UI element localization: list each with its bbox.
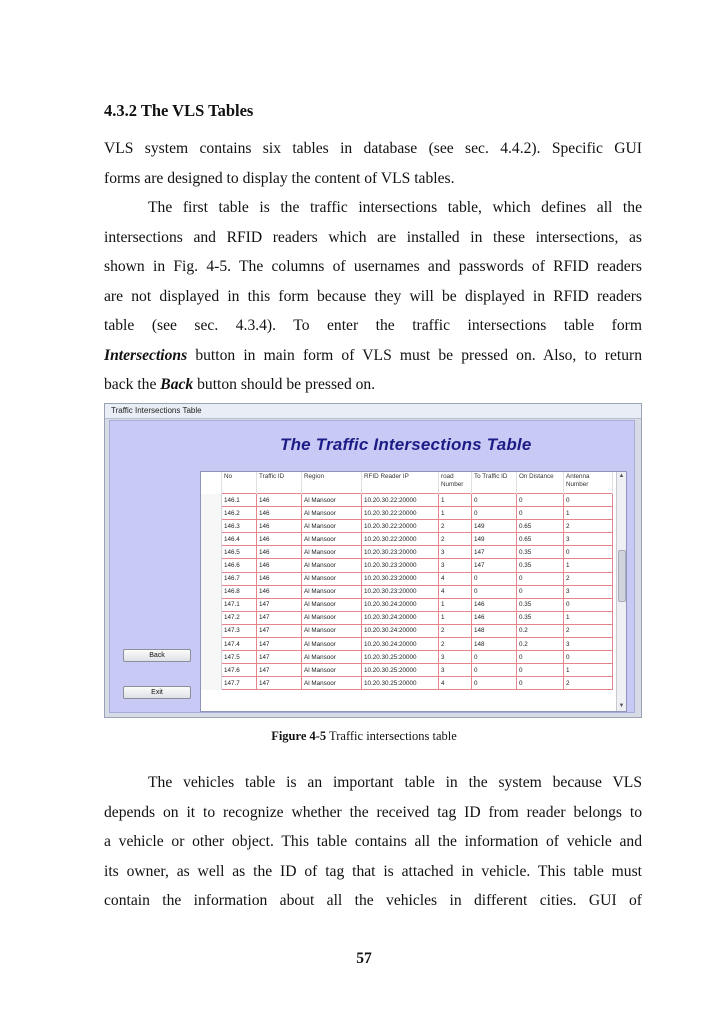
column-header[interactable]: On Distance: [517, 472, 564, 494]
table-cell[interactable]: Al Mansoor: [302, 520, 362, 533]
table-cell[interactable]: 2: [564, 572, 613, 585]
row-header[interactable]: [201, 677, 222, 690]
table-row[interactable]: [201, 651, 613, 664]
back-term: Back: [160, 376, 194, 393]
table-cell[interactable]: 147: [257, 611, 302, 624]
column-header[interactable]: road Number: [439, 472, 472, 494]
table-cell[interactable]: 10.20.30.23:20000: [362, 546, 439, 559]
table-cell[interactable]: 1: [564, 611, 613, 624]
table-cell[interactable]: Al Mansoor: [302, 664, 362, 677]
table-row[interactable]: [201, 559, 613, 572]
row-header[interactable]: [201, 559, 222, 572]
table-row[interactable]: [201, 572, 613, 585]
caption-text: Traffic intersections table: [326, 729, 457, 743]
table-cell[interactable]: 0.35: [517, 546, 564, 559]
table-cell[interactable]: Al Mansoor: [302, 533, 362, 546]
table-cell[interactable]: 147: [257, 677, 302, 690]
table-cell[interactable]: 10.20.30.22:20000: [362, 520, 439, 533]
table-cell[interactable]: 147.2: [222, 611, 257, 624]
table-cell[interactable]: 0: [517, 572, 564, 585]
table-cell[interactable]: 148: [472, 638, 517, 651]
table-cell[interactable]: 10.20.30.22:20000: [362, 507, 439, 520]
figure-caption: [0, 729, 728, 744]
table-cell[interactable]: 146: [257, 533, 302, 546]
column-header[interactable]: Region: [302, 472, 362, 494]
table-cell[interactable]: 4: [439, 585, 472, 598]
intersections-grid[interactable]: [200, 471, 627, 712]
paragraph-line: shown in Fig. 4-5. The columns of usernames and passwords of RFID readers: [104, 258, 642, 275]
table-row[interactable]: [201, 507, 613, 520]
table-row[interactable]: [201, 638, 613, 651]
table-cell[interactable]: Al Mansoor: [302, 507, 362, 520]
row-header[interactable]: [201, 585, 222, 598]
table-cell[interactable]: 2: [564, 520, 613, 533]
form-title: The Traffic Intersections Table: [280, 435, 532, 454]
table-cell[interactable]: Al Mansoor: [302, 559, 362, 572]
table-cell[interactable]: 147.4: [222, 638, 257, 651]
table-cell[interactable]: 2: [564, 624, 613, 637]
table-cell[interactable]: 0: [517, 677, 564, 690]
table-cell[interactable]: 147: [257, 598, 302, 611]
table-cell[interactable]: 10.20.30.23:20000: [362, 559, 439, 572]
table-cell[interactable]: 146: [257, 507, 302, 520]
column-header[interactable]: No: [222, 472, 257, 494]
table-row[interactable]: [201, 520, 613, 533]
paragraph-line: are not displayed in this form because they will be displayed in RFID readers: [104, 287, 642, 305]
table-cell[interactable]: 0.2: [517, 638, 564, 651]
row-header[interactable]: [201, 494, 222, 507]
paragraph-line: contain the information about all the vehicles in different cities. GUI of: [104, 892, 642, 909]
table-cell[interactable]: 0: [472, 664, 517, 677]
table-cell[interactable]: 0: [517, 664, 564, 677]
table-cell[interactable]: Al Mansoor: [302, 546, 362, 559]
paragraph-line: a vehicle or other object. This table contains all the information of vehicle and: [104, 833, 642, 850]
paragraph-vls-tables: [104, 134, 642, 400]
table-cell[interactable]: 1: [439, 507, 472, 520]
paragraph-line: its owner, as well as the ID of tag that is attached in vehicle. This table must: [104, 862, 642, 880]
table-cell[interactable]: 3: [439, 546, 472, 559]
table-row[interactable]: [201, 533, 613, 546]
table-cell[interactable]: 0: [472, 677, 517, 690]
table-row[interactable]: [201, 624, 613, 637]
table-cell[interactable]: 0.35: [517, 598, 564, 611]
table-cell[interactable]: 147.3: [222, 624, 257, 637]
table-cell[interactable]: 147: [257, 638, 302, 651]
table-cell[interactable]: 0.65: [517, 520, 564, 533]
table-cell[interactable]: 2: [439, 638, 472, 651]
paragraph-line: The first table is the traffic intersections table, which defines all the: [148, 199, 642, 216]
table-cell[interactable]: 146: [257, 494, 302, 507]
table-cell[interactable]: 147: [472, 559, 517, 572]
column-header[interactable]: To Traffic ID: [472, 472, 517, 494]
table-cell[interactable]: 0: [472, 651, 517, 664]
table-row[interactable]: [201, 585, 613, 598]
row-header[interactable]: [201, 520, 222, 533]
row-header-corner: [201, 472, 222, 494]
paragraph-line: forms are designed to display the content of VLS tables.: [104, 169, 455, 187]
table-cell[interactable]: 0.2: [517, 624, 564, 637]
table-cell[interactable]: 1: [564, 664, 613, 677]
form-body: [109, 420, 635, 713]
column-header[interactable]: Antenna Number: [564, 472, 613, 494]
paragraph-line: table (see sec. 4.3.4). To enter the traffic intersections table form: [104, 317, 642, 334]
window-title: Traffic Intersections Table: [105, 404, 641, 419]
table-body: [201, 494, 613, 690]
table-cell[interactable]: Al Mansoor: [302, 585, 362, 598]
row-header[interactable]: [201, 651, 222, 664]
caption-label: Figure 4-5: [271, 729, 327, 743]
row-header[interactable]: [201, 624, 222, 637]
table-cell[interactable]: 0.65: [517, 533, 564, 546]
table-cell[interactable]: 4: [439, 572, 472, 585]
table-cell[interactable]: Al Mansoor: [302, 611, 362, 624]
figure-screenshot: [104, 403, 642, 718]
table-cell[interactable]: 147: [257, 664, 302, 677]
table-cell[interactable]: 3: [564, 533, 613, 546]
table-cell[interactable]: 146.7: [222, 572, 257, 585]
scroll-down-arrow-icon[interactable]: ▼: [618, 703, 625, 709]
table-cell[interactable]: 146.5: [222, 546, 257, 559]
table-cell[interactable]: 146.4: [222, 533, 257, 546]
exit-button[interactable]: Exit: [123, 686, 191, 699]
table-cell[interactable]: 10.20.30.25:20000: [362, 677, 439, 690]
table-cell[interactable]: 10.20.30.25:20000: [362, 664, 439, 677]
scrollbar-thumb[interactable]: [618, 550, 626, 602]
page-number: 57: [356, 950, 372, 967]
table-row[interactable]: [201, 598, 613, 611]
table-cell[interactable]: 146.6: [222, 559, 257, 572]
line-text: button should be pressed on.: [193, 376, 376, 393]
table-cell[interactable]: 147.5: [222, 651, 257, 664]
table-cell[interactable]: 10.20.30.23:20000: [362, 572, 439, 585]
table-cell[interactable]: 146: [472, 598, 517, 611]
table-cell[interactable]: 3: [439, 559, 472, 572]
section-heading: 4.3.2 The VLS Tables: [104, 101, 254, 120]
row-header[interactable]: [201, 533, 222, 546]
scroll-up-arrow-icon[interactable]: ▲: [618, 473, 625, 479]
table-cell[interactable]: 0: [472, 494, 517, 507]
column-header[interactable]: RFID Reader IP: [362, 472, 439, 494]
table-cell[interactable]: Al Mansoor: [302, 638, 362, 651]
table-cell[interactable]: 0: [517, 651, 564, 664]
table-cell[interactable]: 0.35: [517, 559, 564, 572]
table-cell[interactable]: 0: [517, 507, 564, 520]
table-cell[interactable]: 1: [564, 559, 613, 572]
table-cell[interactable]: 0: [472, 572, 517, 585]
table-cell[interactable]: 147.6: [222, 664, 257, 677]
table-cell[interactable]: 0: [517, 585, 564, 598]
table-cell[interactable]: 0: [564, 598, 613, 611]
table-cell[interactable]: 0: [564, 546, 613, 559]
table-cell[interactable]: 0: [564, 651, 613, 664]
line-text: back the: [104, 376, 161, 393]
paragraph-line: [104, 370, 642, 400]
table-cell[interactable]: 2: [439, 520, 472, 533]
table-cell[interactable]: Al Mansoor: [302, 651, 362, 664]
table-cell[interactable]: 0: [472, 507, 517, 520]
table-cell[interactable]: 147.1: [222, 598, 257, 611]
table-cell[interactable]: 146: [257, 520, 302, 533]
table-cell[interactable]: 3: [439, 651, 472, 664]
table-cell[interactable]: 147: [257, 624, 302, 637]
table-cell[interactable]: 10.20.30.24:20000: [362, 611, 439, 624]
table-cell[interactable]: 2: [564, 677, 613, 690]
table-cell[interactable]: 147.7: [222, 677, 257, 690]
table-cell[interactable]: 1: [439, 611, 472, 624]
table-cell[interactable]: 10.20.30.24:20000: [362, 598, 439, 611]
table-cell[interactable]: 1: [564, 507, 613, 520]
table-cell[interactable]: 3: [439, 664, 472, 677]
table-cell[interactable]: 10.20.30.22:20000: [362, 533, 439, 546]
table-cell[interactable]: 1: [439, 598, 472, 611]
row-header[interactable]: [201, 598, 222, 611]
table-cell[interactable]: 147: [472, 546, 517, 559]
paragraph-vehicles-table: [104, 768, 642, 916]
paragraph-line: depends on it to recognize whether the received tag ID from reader belongs to: [104, 803, 642, 821]
table-cell[interactable]: 146.1: [222, 494, 257, 507]
table-row[interactable]: [201, 677, 613, 690]
vertical-scrollbar[interactable]: [616, 472, 626, 711]
table-cell[interactable]: 3: [564, 585, 613, 598]
paragraph-line: The vehicles table is an important table in the system because VLS: [148, 774, 642, 791]
line-text: button in main form of VLS must be pressed on. Also, to return: [187, 346, 642, 364]
table-cell[interactable]: 10.20.30.24:20000: [362, 638, 439, 651]
table-cell[interactable]: 10.20.30.22:20000: [362, 494, 439, 507]
table-cell[interactable]: Al Mansoor: [302, 494, 362, 507]
table-cell[interactable]: 146.8: [222, 585, 257, 598]
table-cell[interactable]: 10.20.30.25:20000: [362, 651, 439, 664]
table-cell[interactable]: 1: [439, 494, 472, 507]
row-header[interactable]: [201, 507, 222, 520]
table-cell[interactable]: 4: [439, 677, 472, 690]
row-header[interactable]: [201, 546, 222, 559]
table-cell[interactable]: 147: [257, 651, 302, 664]
back-button[interactable]: Back: [123, 649, 191, 662]
table-cell[interactable]: 0: [517, 494, 564, 507]
table-cell[interactable]: Al Mansoor: [302, 677, 362, 690]
row-header[interactable]: [201, 611, 222, 624]
table-cell[interactable]: 149: [472, 520, 517, 533]
paragraph-line: VLS system contains six tables in database (see sec. 4.4.2). Specific GUI: [104, 140, 642, 157]
row-header[interactable]: [201, 572, 222, 585]
table-row[interactable]: [201, 494, 613, 507]
table-row[interactable]: [201, 546, 613, 559]
table-cell[interactable]: 149: [472, 533, 517, 546]
row-header[interactable]: [201, 638, 222, 651]
table-cell[interactable]: 146: [257, 559, 302, 572]
column-header[interactable]: Traffic ID: [257, 472, 302, 494]
intersections-term: Intersections: [104, 346, 188, 364]
paragraph-line: [104, 341, 642, 371]
table-cell[interactable]: 2: [439, 624, 472, 637]
table-cell[interactable]: 146.2: [222, 507, 257, 520]
table-cell[interactable]: Al Mansoor: [302, 624, 362, 637]
table-cell[interactable]: 146.3: [222, 520, 257, 533]
table-cell[interactable]: 146: [257, 572, 302, 585]
table-cell[interactable]: 10.20.30.24:20000: [362, 624, 439, 637]
table-cell[interactable]: 146: [472, 611, 517, 624]
table-cell[interactable]: 148: [472, 624, 517, 637]
table-cell[interactable]: 2: [439, 533, 472, 546]
table-row[interactable]: [201, 664, 613, 677]
table-cell[interactable]: 0: [472, 585, 517, 598]
table-cell[interactable]: 0.35: [517, 611, 564, 624]
table-cell[interactable]: 146: [257, 546, 302, 559]
row-header[interactable]: [201, 664, 222, 677]
table-cell[interactable]: 10.20.30.23:20000: [362, 585, 439, 598]
paragraph-line: intersections and RFID readers which are installed in these intersections, as: [104, 228, 642, 246]
intersections-table: [201, 472, 613, 690]
table-cell[interactable]: 3: [564, 638, 613, 651]
table-cell[interactable]: 146: [257, 585, 302, 598]
table-cell[interactable]: Al Mansoor: [302, 598, 362, 611]
table-row[interactable]: [201, 611, 613, 624]
table-cell[interactable]: 0: [564, 494, 613, 507]
table-cell[interactable]: Al Mansoor: [302, 572, 362, 585]
